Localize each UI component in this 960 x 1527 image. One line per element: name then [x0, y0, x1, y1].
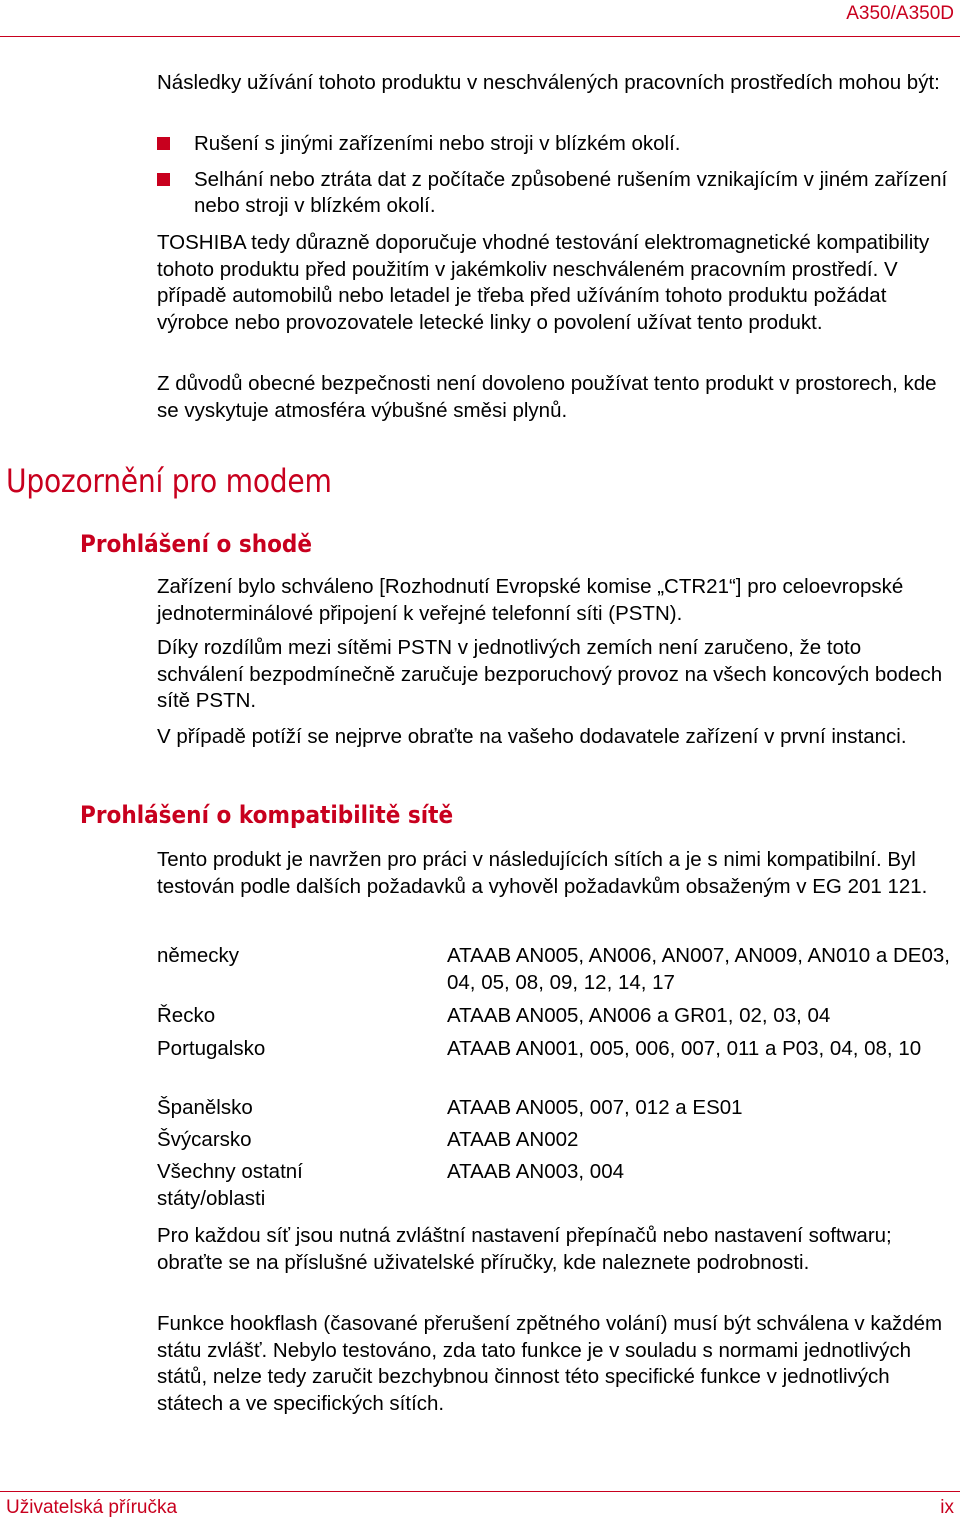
spec-cell: ATAAB AN002: [447, 1128, 579, 1151]
intro-lead: Následky užívání tohoto produktu v neschválených pracovních prostředích mohou být:: [157, 71, 940, 94]
compat-paragraph: Pro každou síť jsou nutná zvláštní nastavení přepínačů nebo nastavení softwaru; obraťte se na příslušné uživatelské příručky, kde naleznete podrobnosti.: [157, 1224, 892, 1274]
country-cell: Španělsko: [157, 1096, 253, 1119]
country-cell: Řecko: [157, 1004, 216, 1027]
compat-paragraph: Funkce hookflash (časované přerušení zpětného volání) musí být schválena v každém státu zvlášť. Nebylo testováno, zda tato funkce je v souladu s normami jednotlivých států, nelze tedy zaručit bezchybnou činnost této specifické funkce v jednotlivých státech a ve specifických sítích.: [157, 1312, 943, 1415]
country-cell: Portugalsko: [157, 1037, 266, 1060]
intro-paragraph: Z důvodů obecné bezpečnosti není dovoleno používat tento produkt v prostorech, kde se vyskytuje atmosféra výbušné směsi plynů.: [157, 372, 937, 422]
conformity-paragraph: Zařízení bylo schváleno [Rozhodnutí Evropské komise „CTR21“] pro celoevropské jednoterminálové připojení k veřejné telefonní síti (PSTN).: [157, 575, 904, 625]
subsection-title: Prohlášení o kompatibilitě sítě: [80, 801, 454, 829]
bullet-text: Selhání nebo ztráta dat z počítače způsobené rušením vznikajícím v jiném zařízení nebo stroji v blízkém okolí.: [194, 167, 948, 217]
spec-cell: ATAAB AN005, AN006, AN007, AN009, AN010 a DE03, 04, 05, 08, 09, 12, 14, 17: [447, 944, 950, 994]
subsection-title: Prohlášení o shodě: [80, 530, 313, 558]
section-title: Upozornění pro modem: [6, 462, 332, 500]
compat-paragraph: Tento produkt je navržen pro práci v následujících sítích a je s nimi kompatibilní. Byl testován podle dalších požadavků a vyhověl požadavkům obsaženým v EG 201 121.: [157, 848, 928, 898]
spec-cell: ATAAB AN003, 004: [447, 1160, 625, 1183]
footer-rule: [0, 1491, 960, 1492]
spec-cell: ATAAB AN005, AN006 a GR01, 02, 03, 04: [447, 1004, 831, 1027]
intro-paragraph: TOSHIBA tedy důrazně doporučuje vhodné testování elektromagnetické kompatibility tohoto produktu před použitím v jakémkoliv neschváleném pracovním prostředí. V případě automobilů nebo letadel je třeba před užíváním tohoto produktu požádat výrobce nebo provozovatele letecké linky o povolení užívat tento produkt.: [157, 231, 930, 334]
conformity-paragraph: V případě potíží se nejprve obraťte na vašeho dodavatele zařízení v první instanci.: [157, 725, 907, 748]
bullet-item: [157, 131, 952, 158]
country-cell: německy: [157, 944, 240, 967]
intro-bullet-list: [157, 131, 952, 220]
footer-title: Uživatelská příručka: [6, 1497, 178, 1518]
bullet-text: Rušení s jinými zařízeními nebo stroji v blízkém okolí.: [194, 132, 681, 155]
country-cell: Švýcarsko: [157, 1128, 252, 1151]
bullet-item: [157, 167, 952, 220]
header-rule: [0, 36, 960, 37]
conformity-paragraph: Díky rozdílům mezi sítěmi PSTN v jednotlivých zemích není zaručeno, že toto schválení bezpodmínečně zaručuje bezporuchový provoz na všech koncových bodech sítě PSTN.: [157, 636, 943, 712]
country-cell: Všechny ostatní státy/oblasti: [157, 1160, 303, 1210]
bullet-square-icon: [157, 137, 170, 150]
header-model: A350/A350D: [846, 3, 954, 24]
spec-cell: ATAAB AN001, 005, 006, 007, 011 a P03, 04, 08, 10: [447, 1037, 922, 1060]
bullet-square-icon: [157, 173, 170, 186]
page-number: ix: [940, 1497, 954, 1518]
spec-cell: ATAAB AN005, 007, 012 a ES01: [447, 1096, 743, 1119]
